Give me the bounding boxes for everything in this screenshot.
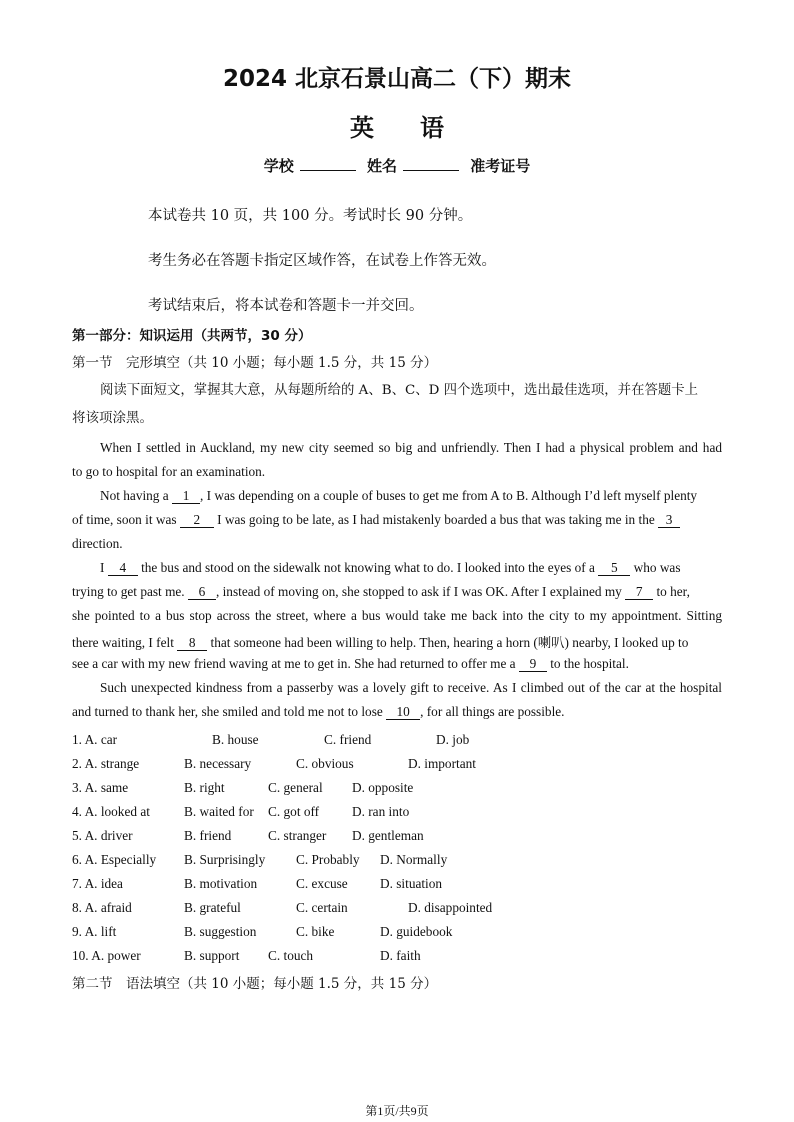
exam-note-3: 考试结束后，将本试卷和答题卡一并交回。 xyxy=(148,298,424,314)
passage-line: direction. xyxy=(72,536,123,551)
passage-text: I xyxy=(100,560,108,575)
passage-text: , instead of moving on, she stopped to ask if I was OK. After I explained my xyxy=(215,584,626,599)
passage-line xyxy=(72,512,680,528)
passage-text: the bus and stood on the sidewalk not knowing what to do. I looked into the eyes of a xyxy=(137,560,599,575)
option-c: C. obvious xyxy=(296,756,354,771)
passage-text: I was going to be late, as I had mistakenly boarded a bus that was taking me in the xyxy=(213,512,659,527)
passage-line xyxy=(72,632,688,651)
option-d: D. situation xyxy=(380,876,443,891)
option-c: C. friend xyxy=(324,732,372,747)
passage-text: of time, soon it was xyxy=(72,512,180,527)
option-a: 5. A. driver xyxy=(72,828,133,843)
name-blank xyxy=(403,158,459,171)
passage-text: trying to get past me. xyxy=(72,584,188,599)
passage-text: , for all things are possible. xyxy=(420,704,565,719)
option-a: 7. A. idea xyxy=(72,876,123,891)
option-b: B. support xyxy=(184,948,240,963)
student-info-line xyxy=(0,155,794,176)
school-blank xyxy=(300,158,356,171)
option-b: B. suggestion xyxy=(184,924,257,939)
page-title: 2024 北京石景山高二（下）期末 xyxy=(222,66,572,92)
option-c: C. general xyxy=(268,780,323,795)
option-a: 1. A. car xyxy=(72,732,118,747)
school-label: 学校 xyxy=(263,157,294,175)
option-a: 6. A. Especially xyxy=(72,852,157,867)
blank-6: 6 xyxy=(188,585,216,600)
blank-2: 2 xyxy=(180,513,214,528)
passage-line xyxy=(72,584,690,600)
blank-3: 3 xyxy=(658,513,680,528)
passage-text: Not having a xyxy=(100,488,173,503)
passage-line xyxy=(72,704,565,720)
passage-line: to go to hospital for an examination. xyxy=(72,464,266,479)
option-b: B. waited for xyxy=(184,804,254,819)
option-c: C. certain xyxy=(296,900,348,915)
option-c: C. excuse xyxy=(296,876,348,891)
option-d: D. faith xyxy=(380,948,421,963)
blank-4: 4 xyxy=(108,561,138,576)
passage-text: there waiting, I felt xyxy=(72,635,178,650)
blank-9: 9 xyxy=(519,657,547,672)
passage-line: Such unexpected kindness from a passerby was a lovely gift to receive. As I climbed out of the car at the hospital xyxy=(100,680,722,695)
passage-line xyxy=(72,656,629,672)
option-b: B. grateful xyxy=(184,900,241,915)
option-d: D. disappointed xyxy=(408,900,493,915)
blank-10: 10 xyxy=(386,705,420,720)
option-a: 8. A. afraid xyxy=(72,900,132,915)
blank-8: 8 xyxy=(177,636,207,651)
option-b: B. right xyxy=(184,780,225,795)
option-a: 4. A. looked at xyxy=(72,804,150,819)
page-number: 第1页/共9页 xyxy=(365,1104,429,1118)
option-d: D. gentleman xyxy=(352,828,424,843)
passage-line: she pointed to a bus stop across the street, where a bus would take me back into the city to my appointment. Sitting xyxy=(72,608,722,623)
name-label: 姓名 xyxy=(366,157,397,175)
option-a: 10. A. power xyxy=(72,948,141,963)
blank-1: 1 xyxy=(172,489,200,504)
option-b: B. friend xyxy=(184,828,232,843)
option-c: C. Probably xyxy=(296,852,360,867)
option-d: D. opposite xyxy=(352,780,414,795)
subject-char-1: 英 xyxy=(350,114,374,142)
option-b: B. motivation xyxy=(184,876,258,891)
passage-line xyxy=(100,488,697,504)
instruction-line-2: 将该项涂黑。 xyxy=(72,410,153,426)
option-c: C. stranger xyxy=(268,828,327,843)
instruction-line-1: 阅读下面短文，掌握其大意，从每题所给的 A、B、C、D 四个选项中，选出最佳选项，并在答题卡上 xyxy=(100,383,699,398)
passage-text: to the hospital. xyxy=(546,656,629,671)
option-d: D. guidebook xyxy=(380,924,453,939)
passage-text: see a car with my new friend waving at me to get in. She had returned to offer me a xyxy=(72,656,519,671)
option-d: D. job xyxy=(436,732,470,747)
option-d: D. important xyxy=(408,756,476,771)
section2-heading: 第二节 语法填空（共 10 小题；每小题 1.5 分，共 15 分） xyxy=(72,976,438,992)
passage-text: and turned to thank her, she smiled and told me not to lose xyxy=(72,704,387,719)
section1-heading: 第一节 完形填空（共 10 小题；每小题 1.5 分，共 15 分） xyxy=(72,355,438,371)
passage-text: who was xyxy=(630,560,681,575)
option-c: C. bike xyxy=(296,924,335,939)
option-d: D. ran into xyxy=(352,804,410,819)
blank-5: 5 xyxy=(598,561,630,576)
option-b: B. house xyxy=(212,732,259,747)
option-c: C. touch xyxy=(268,948,314,963)
option-b: B. Surprisingly xyxy=(184,852,266,867)
passage-text: to her, xyxy=(653,584,690,599)
passage-text: , I was depending on a couple of buses to get me from A to B. Although I’d left myself plenty xyxy=(200,488,698,503)
exam-note-2: 考生务必在答题卡指定区域作答，在试卷上作答无效。 xyxy=(148,253,496,269)
exam-note-1: 本试卷共 10 页，共 100 分。考试时长 90 分钟。 xyxy=(148,208,473,224)
option-b: B. necessary xyxy=(184,756,252,771)
part1-heading: 第一部分：知识运用（共两节，30 分） xyxy=(72,328,312,344)
option-a: 2. A. strange xyxy=(72,756,140,771)
option-d: D. Normally xyxy=(380,852,448,867)
option-c: C. got off xyxy=(268,804,320,819)
option-a: 9. A. lift xyxy=(72,924,117,939)
subject-char-2: 语 xyxy=(420,114,444,142)
passage-line xyxy=(100,560,681,576)
option-a: 3. A. same xyxy=(72,780,129,795)
passage-text: that someone had been willing to help. Then, hearing a horn (喇叭) nearby, I looked up to xyxy=(207,635,689,650)
blank-7: 7 xyxy=(625,585,653,600)
exam-id-label: 准考证号 xyxy=(470,157,531,175)
passage-line: When I settled in Auckland, my new city seemed so big and unfriendly. Then I had a physical problem and had xyxy=(100,440,722,455)
subject-heading xyxy=(0,108,794,143)
